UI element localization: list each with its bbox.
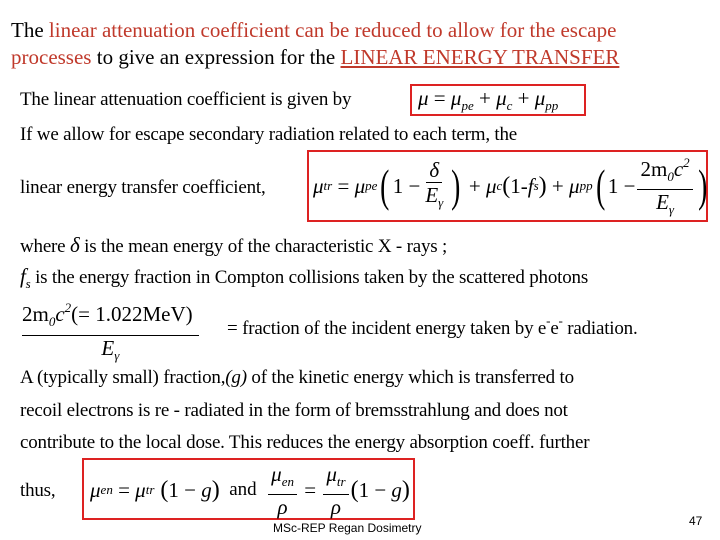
title-highlight-processes: processes <box>11 45 92 69</box>
title-text: The <box>11 18 49 42</box>
paragraph-line-3: contribute to the local dose. This reduces the energy absorption coeff. further <box>20 432 590 453</box>
mu-definition-equation: $\mu = \mu_{pe} + \mu_c + \mu_{pp}$ <box>418 86 559 113</box>
text-given: The linear attenuation coefficient is given by <box>20 89 352 110</box>
paragraph-line-1: A (typically small) fraction,(g) of the kinetic energy which is transferred to <box>20 367 574 388</box>
let-link[interactable]: LINEAR ENERGY TRANSFER <box>340 45 620 69</box>
delta-symbol: δ <box>69 233 80 257</box>
slide-title-line-1 <box>11 18 616 42</box>
text-thus: thus, <box>20 480 56 501</box>
let-equation: μ tr = μ pe ( 1 − $\frac{\delta}{E_\gamma}$ ) + μ c ( 1 - f s ) + μ pp ( 1 − $\frac{2m_0c^2}{E_\gamma}$ ) <box>313 158 710 214</box>
text-let-coeff: linear energy transfer coefficient, <box>20 177 266 198</box>
footer-course: MSc-REP Regan Dosimetry <box>273 521 422 535</box>
title-highlight: linear attenuation coefficient can be reduced to allow for the escape <box>48 18 617 42</box>
fs-line: $f_s$ is the energy fraction in Compton collisions taken by the scattered photons <box>20 264 589 291</box>
text-allow: If we allow for escape secondary radiation related to each term, the <box>20 124 518 145</box>
fraction-expression: $\frac{2m_0c^2(= 1.022MeV)}{E_\gamma}$ <box>20 296 201 368</box>
energy-absorption-equation: μ en = μ tr ( 1 − g ) and $\frac{\mu_{en}}{\rho}$ = $\frac{\mu_{tr}}{\rho}$ ( 1 − g ) <box>90 461 410 519</box>
fraction-description: = fraction of the incident energy taken by e-e- radiation. <box>227 313 638 339</box>
paragraph-line-2: recoil electrons is re - radiated in the form of bremsstrahlung and does not <box>20 400 568 421</box>
where-delta-line: where δ is the mean energy of the characteristic X - rays ; <box>20 233 448 257</box>
title-text-2: to give an expression for the <box>91 45 341 69</box>
slide-title-line-2 <box>11 45 619 69</box>
page-number: 47 <box>689 514 703 528</box>
